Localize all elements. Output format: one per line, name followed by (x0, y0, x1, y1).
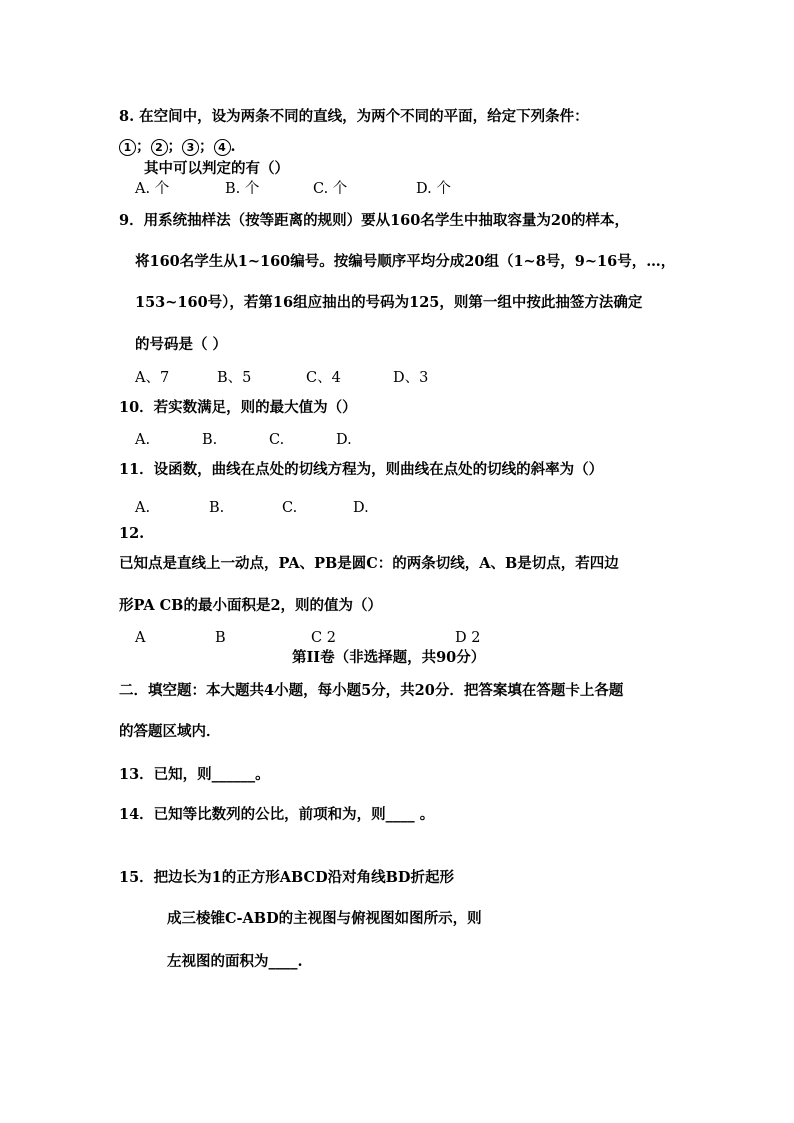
option-d: D 2 (455, 630, 481, 646)
option-d: D. 个 (416, 181, 451, 197)
option-d: D. (353, 500, 369, 516)
q9-line-3: 153~160号），若第16组应抽出的号码为125，则第一组中按此抽签方法确定 (135, 294, 643, 311)
q8-stem: 8. 在空间中，设为两条不同的直线，为两个不同的平面，给定下列条件： (119, 108, 589, 125)
circled-number-1: 1 (119, 139, 136, 156)
q8-separator: ； (136, 138, 151, 155)
q11-options (0, 499, 794, 517)
q8-separator: ； (199, 138, 214, 155)
option-a: A、7 (135, 370, 170, 386)
q15-line-3: 左视图的面积为____. (167, 953, 303, 970)
option-a: A. (135, 500, 151, 516)
q12-line-2: 形PA CB的最小面积是2，则的值为（） (119, 597, 383, 614)
option-c: C. (269, 432, 285, 448)
section-intro-line-1: 二．填空题：本大题共4小题，每小题5分，共20分．把答案填在答题卡上各题 (119, 682, 624, 699)
q10-stem: 10．若实数满足，则的最大值为（） (119, 399, 357, 416)
option-b: B. (202, 432, 218, 448)
q14-stem: 14．已知等比数列的公比，前项和为，则____ 。 (119, 806, 435, 823)
option-b: B. 个 (225, 181, 260, 197)
q9-line-4: 的号码是（ ） (135, 336, 228, 353)
circled-number-2: 2 (151, 139, 168, 156)
option-b: B (215, 630, 226, 646)
q12-number: 12. (119, 525, 145, 542)
q9-line-1: 9．用系统抽样法（按等距离的规则）要从160名学生中抽取容量为20的样本， (119, 212, 630, 229)
option-c: C 2 (311, 630, 336, 646)
option-d: D、3 (393, 370, 429, 386)
q13-stem: 13．已知，则______。 (119, 766, 270, 783)
option-a: A (135, 630, 146, 646)
q11-stem: 11．设函数，曲线在点处的切线方程为，则曲线在点处的切线的斜率为（） (119, 461, 604, 478)
section-intro-line-2: 的答题区域内． (119, 723, 221, 740)
q8-conditions (119, 138, 236, 156)
circled-number-3: 3 (182, 139, 199, 156)
option-b: B、5 (217, 370, 252, 386)
option-c: C、4 (306, 370, 341, 386)
q15-line-1: 15．把边长为1的正方形ABCD沿对角线BD折起形 (119, 869, 454, 886)
option-c: C. 个 (313, 181, 348, 197)
q12-options (0, 629, 794, 647)
q10-options (0, 431, 794, 449)
option-a: A. 个 (135, 181, 170, 197)
q8-separator: ； (167, 138, 182, 155)
option-a: A. (135, 432, 151, 448)
circled-number-4: 4 (214, 139, 231, 156)
q9-line-2: 将160名学生从1~160编号。按编号顺序平均分成20组（1~8号，9~16号，…， (135, 253, 676, 270)
option-c: C. (282, 500, 298, 516)
q15-line-2: 成三棱锥C-ABD的主视图与俯视图如图所示，则 (167, 910, 482, 927)
q8-ask: 其中可以判定的有（） (144, 160, 289, 177)
q9-options (0, 369, 794, 387)
q8-options (0, 180, 794, 198)
q8-end: . (230, 138, 236, 155)
option-d: D. (336, 432, 352, 448)
option-b: B. (209, 500, 225, 516)
q12-line-1: 已知点是直线上一动点，PA、PB是圆C：的两条切线，A、B是切点，若四边 (119, 555, 619, 572)
section-heading: 第II卷（非选择题，共90分） (292, 649, 486, 666)
